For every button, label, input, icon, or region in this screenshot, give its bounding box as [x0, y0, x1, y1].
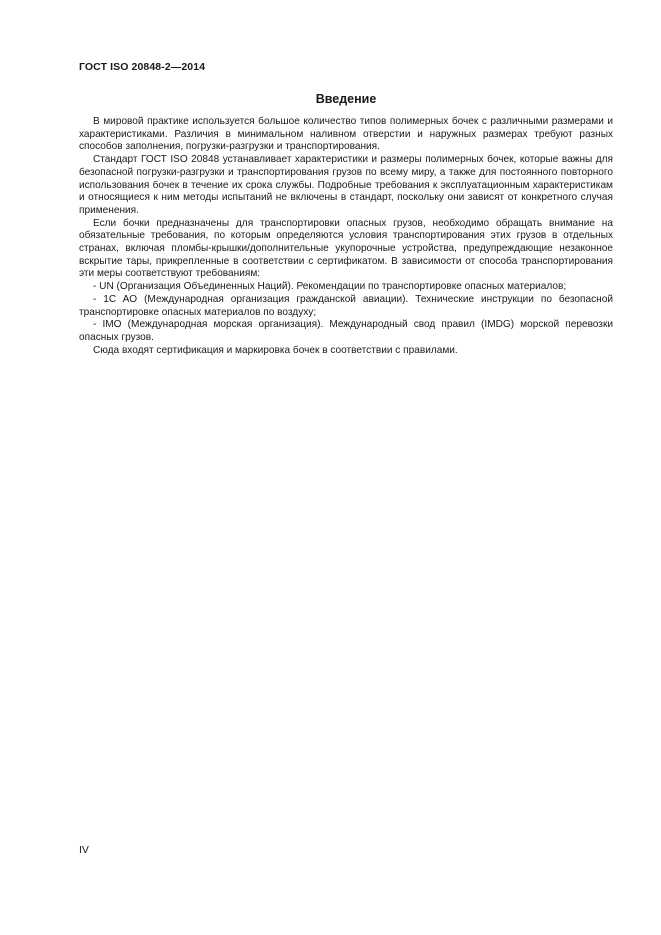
- paragraph-certification: Сюда входят сертификация и маркировка бочек в соответствии с правилами.: [93, 344, 458, 356]
- list-item-un: - UN (Организация Объединенных Наций). Рекомендации по транспортировке опасных материалов;: [93, 281, 567, 293]
- page-number: IV: [79, 844, 89, 856]
- paragraph-standard-scope: Стандарт ГОСТ ISO 20848 устанавливает характеристики и размеры полимерных бочек, которые важны для безопасной погрузки-разгрузки и транспортирования грузов по всему миру, а также для постоянного повторного использования бочек в течение их срока службы. Подробные требования к эксплуатационным характеристикам и относящиеся к ним методы испытаний не включены в стандарт, поскольку они зависят от конкретного случая применения.: [79, 154, 613, 216]
- paragraph-dangerous-goods: Если бочки предназначены для транспортировки опасных грузов, необходимо обращать внимание на обязательные требования, по которым определяются условия транспортирования этих грузов в отдельных странах, включая пломбы-крышки/дополнительные укупорочные устройства, предупреждающие незаконное вскрытие тары, прикрепленные в соответствии с сертификатом. В зависимости от способа транспортирования эти меры соответствуют требованиям:: [79, 217, 613, 280]
- document-body: [79, 116, 613, 357]
- document-code-header: ГОСТ ISO 20848-2—2014: [79, 61, 206, 73]
- paragraph-intro: В мировой практике используется большое количество типов полимерных бочек с различными размерами и характеристиками. Различия в минимальном наливном отверстии и наружных размерах требуют разных способов заполнения, погрузки-разгрузки и транспортирования.: [79, 116, 613, 153]
- list-item-icao: - 1C AO (Международная организация гражданской авиации). Технические инструкции по безопасной транспортировке опасных материалов по воздуху;: [79, 293, 613, 318]
- list-item-imo: - IMO (Международная морская организация). Международный свод правил (IMDG) морской перевозки опасных грузов.: [79, 319, 613, 343]
- section-title: Введение: [315, 92, 377, 106]
